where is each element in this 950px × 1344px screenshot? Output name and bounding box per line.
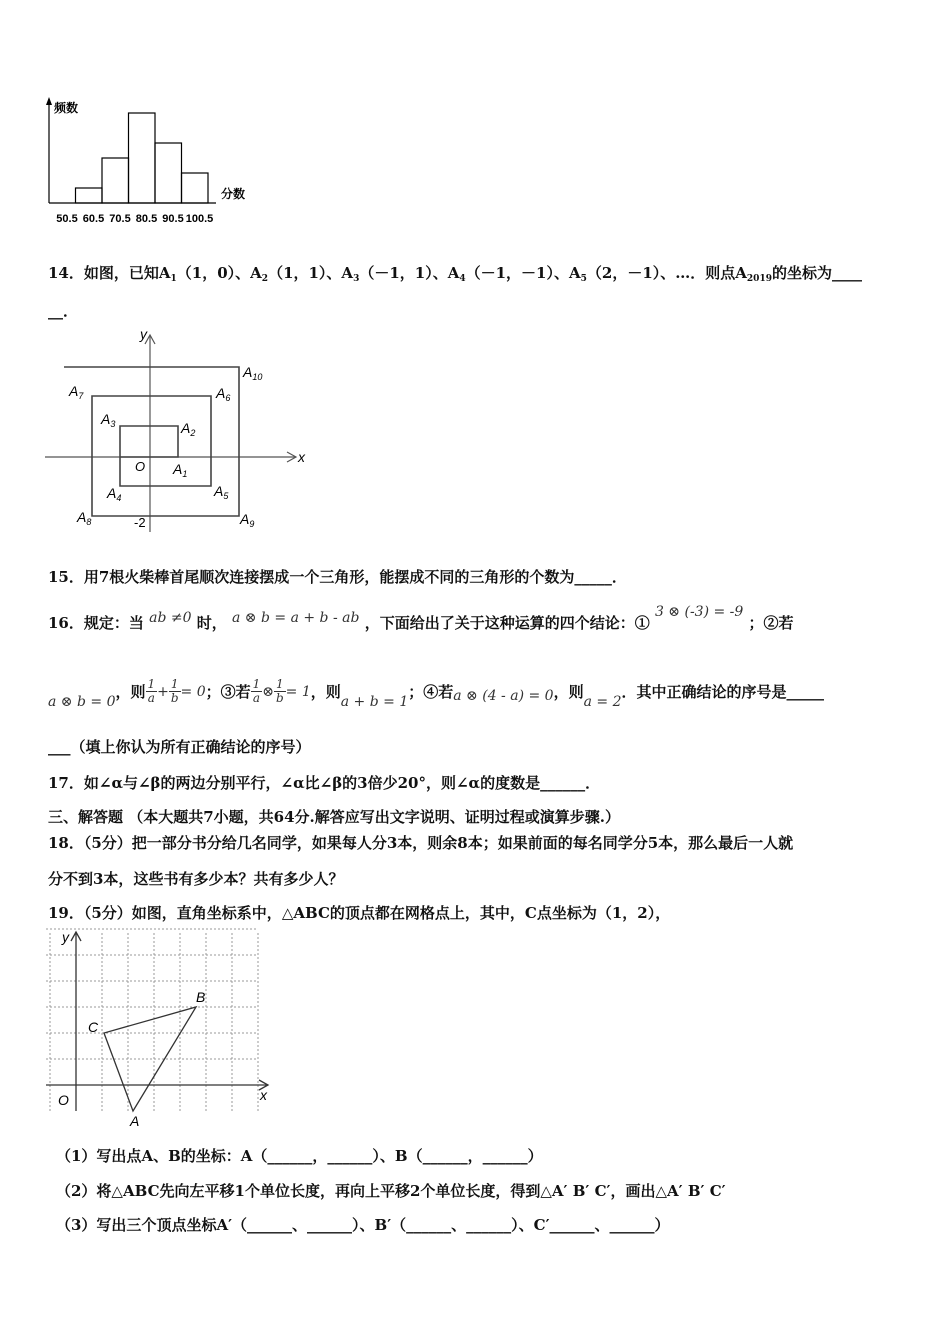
histogram-bar <box>76 188 103 203</box>
label-a2: $A_2$ <box>181 420 196 438</box>
histogram-ticks <box>56 213 213 225</box>
label-vertex-a: A <box>130 1113 140 1128</box>
label-a1: $A_1$ <box>173 461 188 479</box>
spiral-figure <box>40 325 320 535</box>
histogram-y-label: 频数 <box>54 101 79 115</box>
histogram-tick-label: 70.5 <box>109 213 131 225</box>
label-x: x <box>298 449 305 465</box>
label-grid-y: y <box>62 929 69 945</box>
histogram-tick-label: 50.5 <box>56 213 78 225</box>
question-17: 17．如∠α与∠β的两边分别平行，∠α比∠β的3倍少20°，则∠α的度数是______． <box>48 774 601 792</box>
question-19-sub1: （1）写出点A、B的坐标：A（______，______）、B（______，______） <box>56 1147 543 1165</box>
label-a9: $A_9$ <box>240 511 255 529</box>
histogram-tick-label: 100.5 <box>185 213 214 225</box>
question-19: 19．（5分）如图，直角坐标系中，△ABC的顶点都在网格点上，其中，C点坐标为（1，2）， <box>48 904 671 922</box>
histogram-tick-label: 60.5 <box>82 213 105 225</box>
label-y: y <box>140 326 147 342</box>
section-3-heading: 三、解答题 （本大题共7小题，共64分.解答应写出文字说明、证明过程或演算步骤.） <box>48 808 620 826</box>
question-14: 14．如图，已知$A_1(1$，0）、$A_2(1$，1）、$A_3(-1$，1）、$A_4(-1$，－1）、$A_5(2$，－1）、…．则点$A_{2019}$的坐标为____ <box>48 264 862 284</box>
math-operation-def: a ⊗ b = a + b - ab <box>232 610 360 626</box>
label-a7: $A_7$ <box>69 383 84 401</box>
triangle-grid-figure <box>42 928 282 1128</box>
question-16-cont: ___（填上你认为所有正确结论的序号） <box>48 738 311 756</box>
histogram-figure <box>40 95 260 230</box>
fraction-1-over-b: $\frac{1}{b}$ <box>170 677 179 705</box>
question-15: 15．用7根火柴棒首尾顺次连接摆成一个三角形，能摆成不同的三角形的个数为_____． <box>48 568 627 586</box>
fraction-1-over-b-2: $\frac{1}{b}$ <box>275 677 284 705</box>
label-vertex-c: C <box>88 1019 99 1035</box>
label-a8: $A_8$ <box>77 509 92 527</box>
histogram-bars <box>76 113 209 203</box>
math-conclusion-3: a + b = 1 <box>340 693 409 710</box>
label-vertex-b: B <box>196 989 206 1005</box>
label-a5: $A_5$ <box>214 483 229 501</box>
label-a4: $A_4$ <box>107 485 122 503</box>
histogram-tick-label: 80.5 <box>135 213 158 225</box>
label-a3: $A_3$ <box>101 411 116 429</box>
math-conclusion-2-premise: a ⊗ b = 0 <box>48 693 116 710</box>
math-conclusion-1: 3 ⊗ (-3) = -9 <box>654 604 744 620</box>
label-a10: $A_{10}$ <box>243 364 263 382</box>
fraction-1-over-a: $\frac{1}{a}$ <box>147 677 156 705</box>
question-16: 16．规定：当 ab ≠0 时， a ⊗ b = a + b - ab ，下面给出了关于这种运算的四个结论：① 3 ⊗ (-3) = -9 ；②若 <box>48 604 794 632</box>
histogram-bar <box>129 113 156 203</box>
histogram-x-label: 分数 <box>221 187 246 201</box>
question-18-line1: 18．（5分）把一部分书分给几名同学，如果每人分3本，则余8本；如果前面的每名同学分5本，那么最后一人就 <box>48 834 794 852</box>
math-conclusion-4-premise: a ⊗ (4 - a) = 0 <box>453 687 554 704</box>
spiral-path <box>64 367 239 516</box>
histogram-bar <box>102 158 129 203</box>
fraction-1-over-a-2: $\frac{1}{a}$ <box>252 677 261 705</box>
question-16-line2: a ⊗ b = 0 ，则 $\frac{1}{a}$ + $\frac{1}{b}$ = 0 ；③若 $\frac{1}{a}$ ⊗ $\frac{1}{b}$ = 1 ，则 a + b = 1 ；④若 a ⊗ (4 - a) = 0 ，则 a = 2 ．其中正确结论的序号是_____ <box>48 677 824 710</box>
label-neg2: -2 <box>134 515 146 530</box>
question-19-sub2: （2）将△ABC先向左平移1个单位长度，再向上平移2个单位长度，得到△A′ B′ C′，画出△A′ B′ C′ <box>56 1182 726 1200</box>
label-a6: $A_6$ <box>216 385 231 403</box>
math-conclusion-4: a = 2 <box>583 693 622 710</box>
question-18-line2: 分不到3本，这些书有多少本？共有多少人？ <box>48 870 344 888</box>
math-ab-nonzero: ab ≠0 <box>149 610 192 626</box>
label-grid-x: x <box>260 1087 267 1103</box>
histogram-bar <box>182 173 209 203</box>
histogram-bar <box>155 143 182 203</box>
question-19-sub3: （3）写出三个顶点坐标A′（______、______）、B′（______、______）、C′______、______） <box>56 1216 670 1234</box>
label-origin: O <box>135 459 146 474</box>
histogram-tick-label: 90.5 <box>162 213 184 225</box>
histogram-y-arrow <box>46 97 52 105</box>
label-grid-origin: O <box>58 1092 69 1108</box>
question-14-cont: __． <box>48 302 79 320</box>
